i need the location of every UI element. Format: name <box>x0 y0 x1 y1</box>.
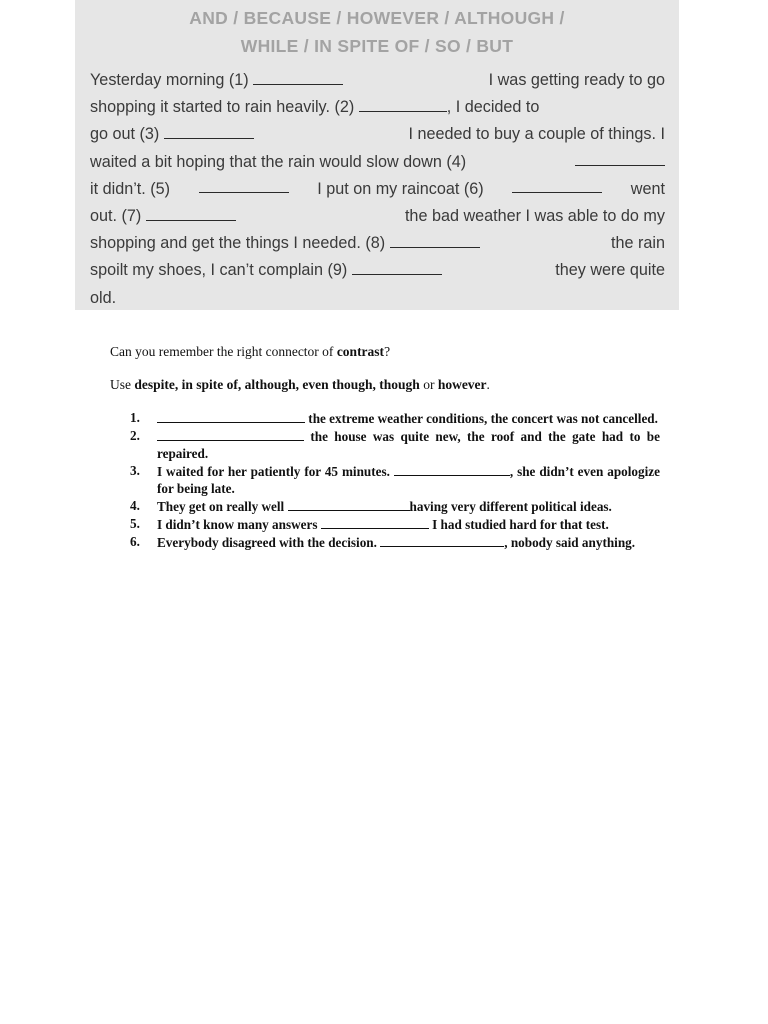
passage-text: shopping it started to rain heavily. (2) <box>90 98 355 117</box>
answer-line <box>380 534 504 547</box>
word-bank-line: WHILE / IN SPITE OF / SO / BUT <box>240 36 514 56</box>
passage-text: went <box>630 179 665 198</box>
answer-line <box>288 498 410 511</box>
answer-line <box>394 463 510 476</box>
contrast-question: Can you remember the right connector of contrast? <box>110 344 391 359</box>
passage-line <box>90 121 665 148</box>
answer-blank-7 <box>146 204 236 221</box>
passage-text: shopping and get the things I needed. (8) <box>90 234 386 253</box>
answer-blank-5 <box>199 176 289 193</box>
passage-text: out. (7) <box>90 207 142 226</box>
gap-fill-passage <box>90 67 665 312</box>
passage-line <box>90 285 665 312</box>
answer-line <box>157 428 304 441</box>
passage-text: old. <box>90 288 117 307</box>
exercise-item: 5. I didn’t know many answers I had studied hard for that test. <box>130 516 609 533</box>
passage-text: , I decided to <box>446 98 540 117</box>
answer-blank-2 <box>359 95 447 112</box>
exercise-number: 5. <box>130 516 140 532</box>
instructions: Use despite, in spite of, although, even though, though or however. <box>110 377 490 392</box>
passage-text: spoilt my shoes, I can’t complain (9) <box>90 261 348 280</box>
exercise-item: 1. the extreme weather conditions, the concert was not cancelled. <box>130 410 658 426</box>
exercise-list <box>130 410 660 553</box>
passage-line <box>90 257 665 284</box>
passage-text: the bad weather I was able to do my <box>404 207 665 226</box>
passage-line <box>90 176 665 203</box>
exercise-item: 2. the house was quite new, the roof and the gate had to be repaired. <box>130 428 660 461</box>
answer-line <box>157 410 305 423</box>
passage-line <box>90 230 665 257</box>
passage-line <box>90 94 665 121</box>
exercise-number: 6. <box>130 534 140 550</box>
answer-blank-1 <box>253 68 343 85</box>
answer-blank-9 <box>352 258 442 275</box>
passage-text: Yesterday morning (1) <box>90 71 249 89</box>
exercise-item: 4. They get on really well having very different political ideas. <box>130 498 612 515</box>
exercise-number: 3. <box>130 463 140 479</box>
exercise-number: 2. <box>130 428 140 444</box>
passage-text: the rain <box>611 234 665 253</box>
answer-blank-8 <box>390 231 480 248</box>
word-bank-panel <box>75 0 679 310</box>
exercise-item: 6. Everybody disagreed with the decision. , nobody said anything. <box>130 534 636 551</box>
exercise-number: 1. <box>130 410 140 425</box>
passage-text: I put on my raincoat (6) <box>317 179 484 198</box>
passage-text: it didn’t. (5) <box>90 179 171 198</box>
answer-blank-4 <box>575 149 665 166</box>
passage-text: go out (3) <box>90 125 160 144</box>
passage-line <box>90 203 665 230</box>
answer-blank-3 <box>164 122 254 139</box>
passage-text: I needed to buy a couple of things. I <box>408 125 665 144</box>
word-bank <box>75 0 679 60</box>
word-bank-line: AND / BECAUSE / HOWEVER / ALTHOUGH / <box>189 8 565 28</box>
answer-blank-6 <box>512 176 602 193</box>
passage-text: I was getting ready to go <box>488 71 665 89</box>
passage-line <box>90 67 665 94</box>
exercise-item: 3. I waited for her patiently for 45 minutes. , she didn’t even apologize for being late. <box>130 463 660 496</box>
passage-text: waited a bit hoping that the rain would slow down (4) <box>90 152 467 171</box>
passage-line <box>90 149 665 176</box>
passage-text: they were quite <box>555 261 665 280</box>
answer-line <box>321 516 429 529</box>
exercise-number: 4. <box>130 498 140 514</box>
